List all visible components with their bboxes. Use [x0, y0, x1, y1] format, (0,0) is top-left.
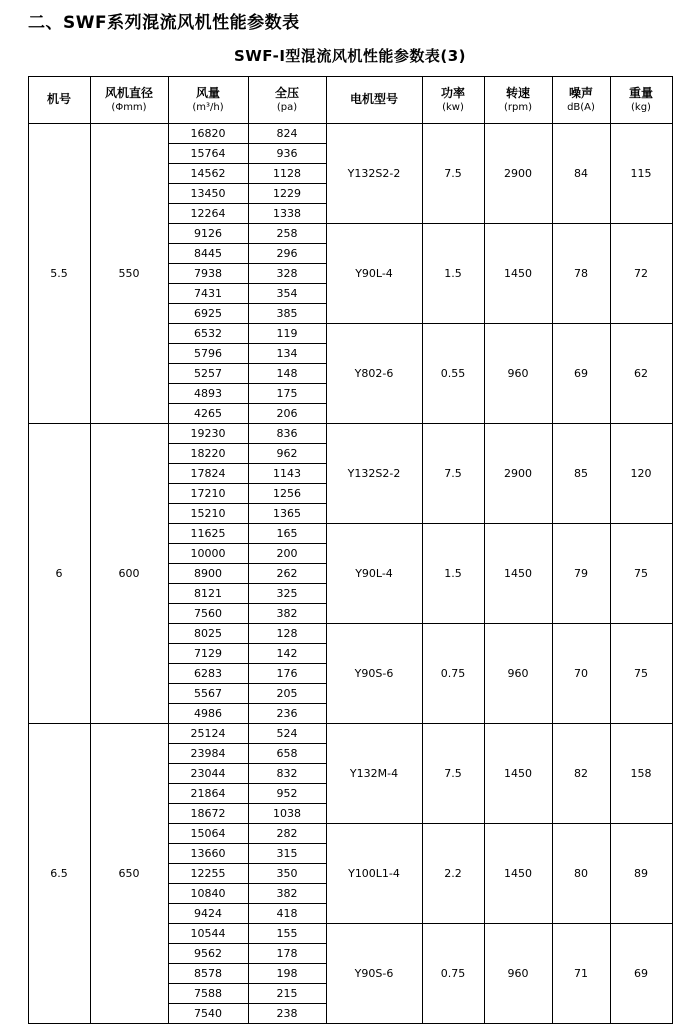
cell-flow: 8025	[168, 624, 248, 644]
cell-flow: 18672	[168, 804, 248, 824]
cell-pressure: 119	[248, 324, 326, 344]
header-cell-pressure	[248, 77, 326, 124]
cell-pressure: 418	[248, 904, 326, 924]
header-sub: (m³/h)	[192, 101, 224, 113]
cell-power: 2.2	[422, 824, 484, 924]
cell-pressure: 236	[248, 704, 326, 724]
header-main: 重量	[628, 85, 653, 100]
cell-pressure: 1229	[248, 184, 326, 204]
cell-weight: 120	[610, 424, 672, 524]
cell-flow: 25124	[168, 724, 248, 744]
cell-weight: 75	[610, 624, 672, 724]
header-cell-motor-model	[326, 77, 422, 124]
cell-flow: 21864	[168, 784, 248, 804]
cell-flow: 12255	[168, 864, 248, 884]
cell-flow: 19230	[168, 424, 248, 444]
cell-pressure: 128	[248, 624, 326, 644]
header-main: 电机型号	[349, 92, 398, 106]
cell-noise: 69	[552, 324, 610, 424]
cell-flow: 6283	[168, 664, 248, 684]
cell-flow: 10000	[168, 544, 248, 564]
cell-weight: 69	[610, 924, 672, 1024]
cell-flow: 13450	[168, 184, 248, 204]
cell-pressure: 1128	[248, 164, 326, 184]
cell-pressure: 836	[248, 424, 326, 444]
cell-model-no: 6.5	[28, 724, 90, 1024]
cell-speed: 1450	[484, 824, 552, 924]
cell-flow: 15764	[168, 144, 248, 164]
table-row	[28, 424, 672, 444]
cell-speed: 960	[484, 324, 552, 424]
cell-flow: 23044	[168, 764, 248, 784]
cell-noise: 71	[552, 924, 610, 1024]
header-main: 噪声	[568, 85, 593, 100]
cell-power: 0.75	[422, 624, 484, 724]
cell-pressure: 296	[248, 244, 326, 264]
cell-pressure: 824	[248, 124, 326, 144]
cell-speed: 2900	[484, 424, 552, 524]
cell-flow: 18220	[168, 444, 248, 464]
cell-diameter: 600	[90, 424, 168, 724]
cell-weight: 75	[610, 524, 672, 624]
cell-pressure: 962	[248, 444, 326, 464]
cell-flow: 9126	[168, 224, 248, 244]
cell-motor-model: Y90L-4	[326, 524, 422, 624]
cell-power: 1.5	[422, 224, 484, 324]
cell-flow: 11625	[168, 524, 248, 544]
cell-flow: 13660	[168, 844, 248, 864]
cell-pressure: 1365	[248, 504, 326, 524]
cell-flow: 12264	[168, 204, 248, 224]
cell-speed: 960	[484, 924, 552, 1024]
header-cell-weight	[610, 77, 672, 124]
cell-pressure: 148	[248, 364, 326, 384]
cell-pressure: 165	[248, 524, 326, 544]
table-row	[28, 724, 672, 744]
cell-noise: 78	[552, 224, 610, 324]
cell-flow: 8900	[168, 564, 248, 584]
cell-flow: 8578	[168, 964, 248, 984]
cell-pressure: 205	[248, 684, 326, 704]
cell-speed: 1450	[484, 524, 552, 624]
cell-power: 7.5	[422, 724, 484, 824]
cell-flow: 14562	[168, 164, 248, 184]
cell-model-no: 5.5	[28, 124, 90, 424]
header-cell-speed	[484, 77, 552, 124]
header-main: 风机直径	[104, 85, 153, 100]
header-sub: (kg)	[631, 101, 651, 113]
cell-flow: 4265	[168, 404, 248, 424]
cell-pressure: 262	[248, 564, 326, 584]
cell-pressure: 1038	[248, 804, 326, 824]
cell-pressure: 200	[248, 544, 326, 564]
cell-flow: 9562	[168, 944, 248, 964]
cell-pressure: 385	[248, 304, 326, 324]
header-sub: dB(A)	[567, 101, 595, 113]
cell-pressure: 952	[248, 784, 326, 804]
cell-flow: 4893	[168, 384, 248, 404]
cell-flow: 8445	[168, 244, 248, 264]
cell-flow: 6532	[168, 324, 248, 344]
cell-diameter: 550	[90, 124, 168, 424]
cell-flow: 5796	[168, 344, 248, 364]
cell-flow: 10840	[168, 884, 248, 904]
table-header-row	[28, 77, 672, 124]
cell-motor-model: Y100L1-4	[326, 824, 422, 924]
header-cell-noise	[552, 77, 610, 124]
header-cell-model-no	[28, 77, 90, 124]
table-title: SWF-I型混流风机性能参数表(3)	[233, 47, 467, 65]
cell-pressure: 176	[248, 664, 326, 684]
cell-pressure: 178	[248, 944, 326, 964]
cell-power: 7.5	[422, 424, 484, 524]
header-sub: (Φmm)	[111, 101, 147, 113]
cell-motor-model: Y802-6	[326, 324, 422, 424]
cell-flow: 15210	[168, 504, 248, 524]
cell-pressure: 134	[248, 344, 326, 364]
cell-noise: 80	[552, 824, 610, 924]
cell-flow: 7560	[168, 604, 248, 624]
cell-model-no: 6	[28, 424, 90, 724]
section-heading: 二、SWF系列混流风机性能参数表	[28, 13, 300, 33]
cell-flow: 17824	[168, 464, 248, 484]
cell-pressure: 238	[248, 1004, 326, 1024]
header-cell-diameter	[90, 77, 168, 124]
cell-motor-model: Y132S2-2	[326, 424, 422, 524]
cell-flow: 9424	[168, 904, 248, 924]
cell-diameter: 650	[90, 724, 168, 1024]
cell-pressure: 215	[248, 984, 326, 1004]
cell-weight: 62	[610, 324, 672, 424]
cell-pressure: 206	[248, 404, 326, 424]
cell-flow: 7588	[168, 984, 248, 1004]
cell-flow: 8121	[168, 584, 248, 604]
cell-flow: 7129	[168, 644, 248, 664]
cell-power: 0.55	[422, 324, 484, 424]
cell-pressure: 328	[248, 264, 326, 284]
cell-pressure: 658	[248, 744, 326, 764]
cell-speed: 1450	[484, 724, 552, 824]
header-sub: (pa)	[276, 101, 298, 113]
spec-table	[28, 76, 673, 1024]
cell-pressure: 1256	[248, 484, 326, 504]
header-main: 机号	[46, 92, 71, 106]
cell-pressure: 142	[248, 644, 326, 664]
cell-power: 0.75	[422, 924, 484, 1024]
header-sub: (kw)	[442, 101, 464, 113]
cell-flow: 17210	[168, 484, 248, 504]
cell-weight: 89	[610, 824, 672, 924]
cell-flow: 5257	[168, 364, 248, 384]
cell-pressure: 382	[248, 604, 326, 624]
cell-weight: 115	[610, 124, 672, 224]
header-cell-flow	[168, 77, 248, 124]
cell-flow: 16820	[168, 124, 248, 144]
cell-motor-model: Y90L-4	[326, 224, 422, 324]
cell-flow: 4986	[168, 704, 248, 724]
cell-speed: 960	[484, 624, 552, 724]
cell-pressure: 524	[248, 724, 326, 744]
header-sub: (rpm)	[503, 101, 532, 113]
cell-flow: 6925	[168, 304, 248, 324]
cell-motor-model: Y132S2-2	[326, 124, 422, 224]
header-main: 转速	[505, 85, 530, 100]
cell-pressure: 315	[248, 844, 326, 864]
cell-pressure: 155	[248, 924, 326, 944]
cell-pressure: 382	[248, 884, 326, 904]
cell-noise: 70	[552, 624, 610, 724]
cell-noise: 85	[552, 424, 610, 524]
header-main: 功率	[440, 85, 465, 100]
table-header	[28, 77, 672, 124]
cell-weight: 158	[610, 724, 672, 824]
cell-noise: 82	[552, 724, 610, 824]
cell-noise: 79	[552, 524, 610, 624]
cell-pressure: 936	[248, 144, 326, 164]
cell-flow: 10544	[168, 924, 248, 944]
cell-flow: 7431	[168, 284, 248, 304]
cell-flow: 5567	[168, 684, 248, 704]
cell-pressure: 258	[248, 224, 326, 244]
cell-speed: 2900	[484, 124, 552, 224]
cell-pressure: 198	[248, 964, 326, 984]
cell-motor-model: Y90S-6	[326, 924, 422, 1024]
table-body	[28, 124, 672, 1024]
cell-flow: 23984	[168, 744, 248, 764]
cell-pressure: 175	[248, 384, 326, 404]
cell-flow: 15064	[168, 824, 248, 844]
header-main: 全压	[274, 85, 299, 100]
cell-pressure: 325	[248, 584, 326, 604]
cell-motor-model: Y132M-4	[326, 724, 422, 824]
cell-pressure: 832	[248, 764, 326, 784]
cell-pressure: 354	[248, 284, 326, 304]
cell-pressure: 282	[248, 824, 326, 844]
cell-flow: 7540	[168, 1004, 248, 1024]
cell-pressure: 350	[248, 864, 326, 884]
cell-pressure: 1143	[248, 464, 326, 484]
table-row	[28, 124, 672, 144]
cell-power: 1.5	[422, 524, 484, 624]
header-main: 风量	[195, 85, 220, 100]
cell-motor-model: Y90S-6	[326, 624, 422, 724]
cell-weight: 72	[610, 224, 672, 324]
cell-pressure: 1338	[248, 204, 326, 224]
header-cell-power	[422, 77, 484, 124]
cell-speed: 1450	[484, 224, 552, 324]
cell-power: 7.5	[422, 124, 484, 224]
cell-noise: 84	[552, 124, 610, 224]
cell-flow: 7938	[168, 264, 248, 284]
